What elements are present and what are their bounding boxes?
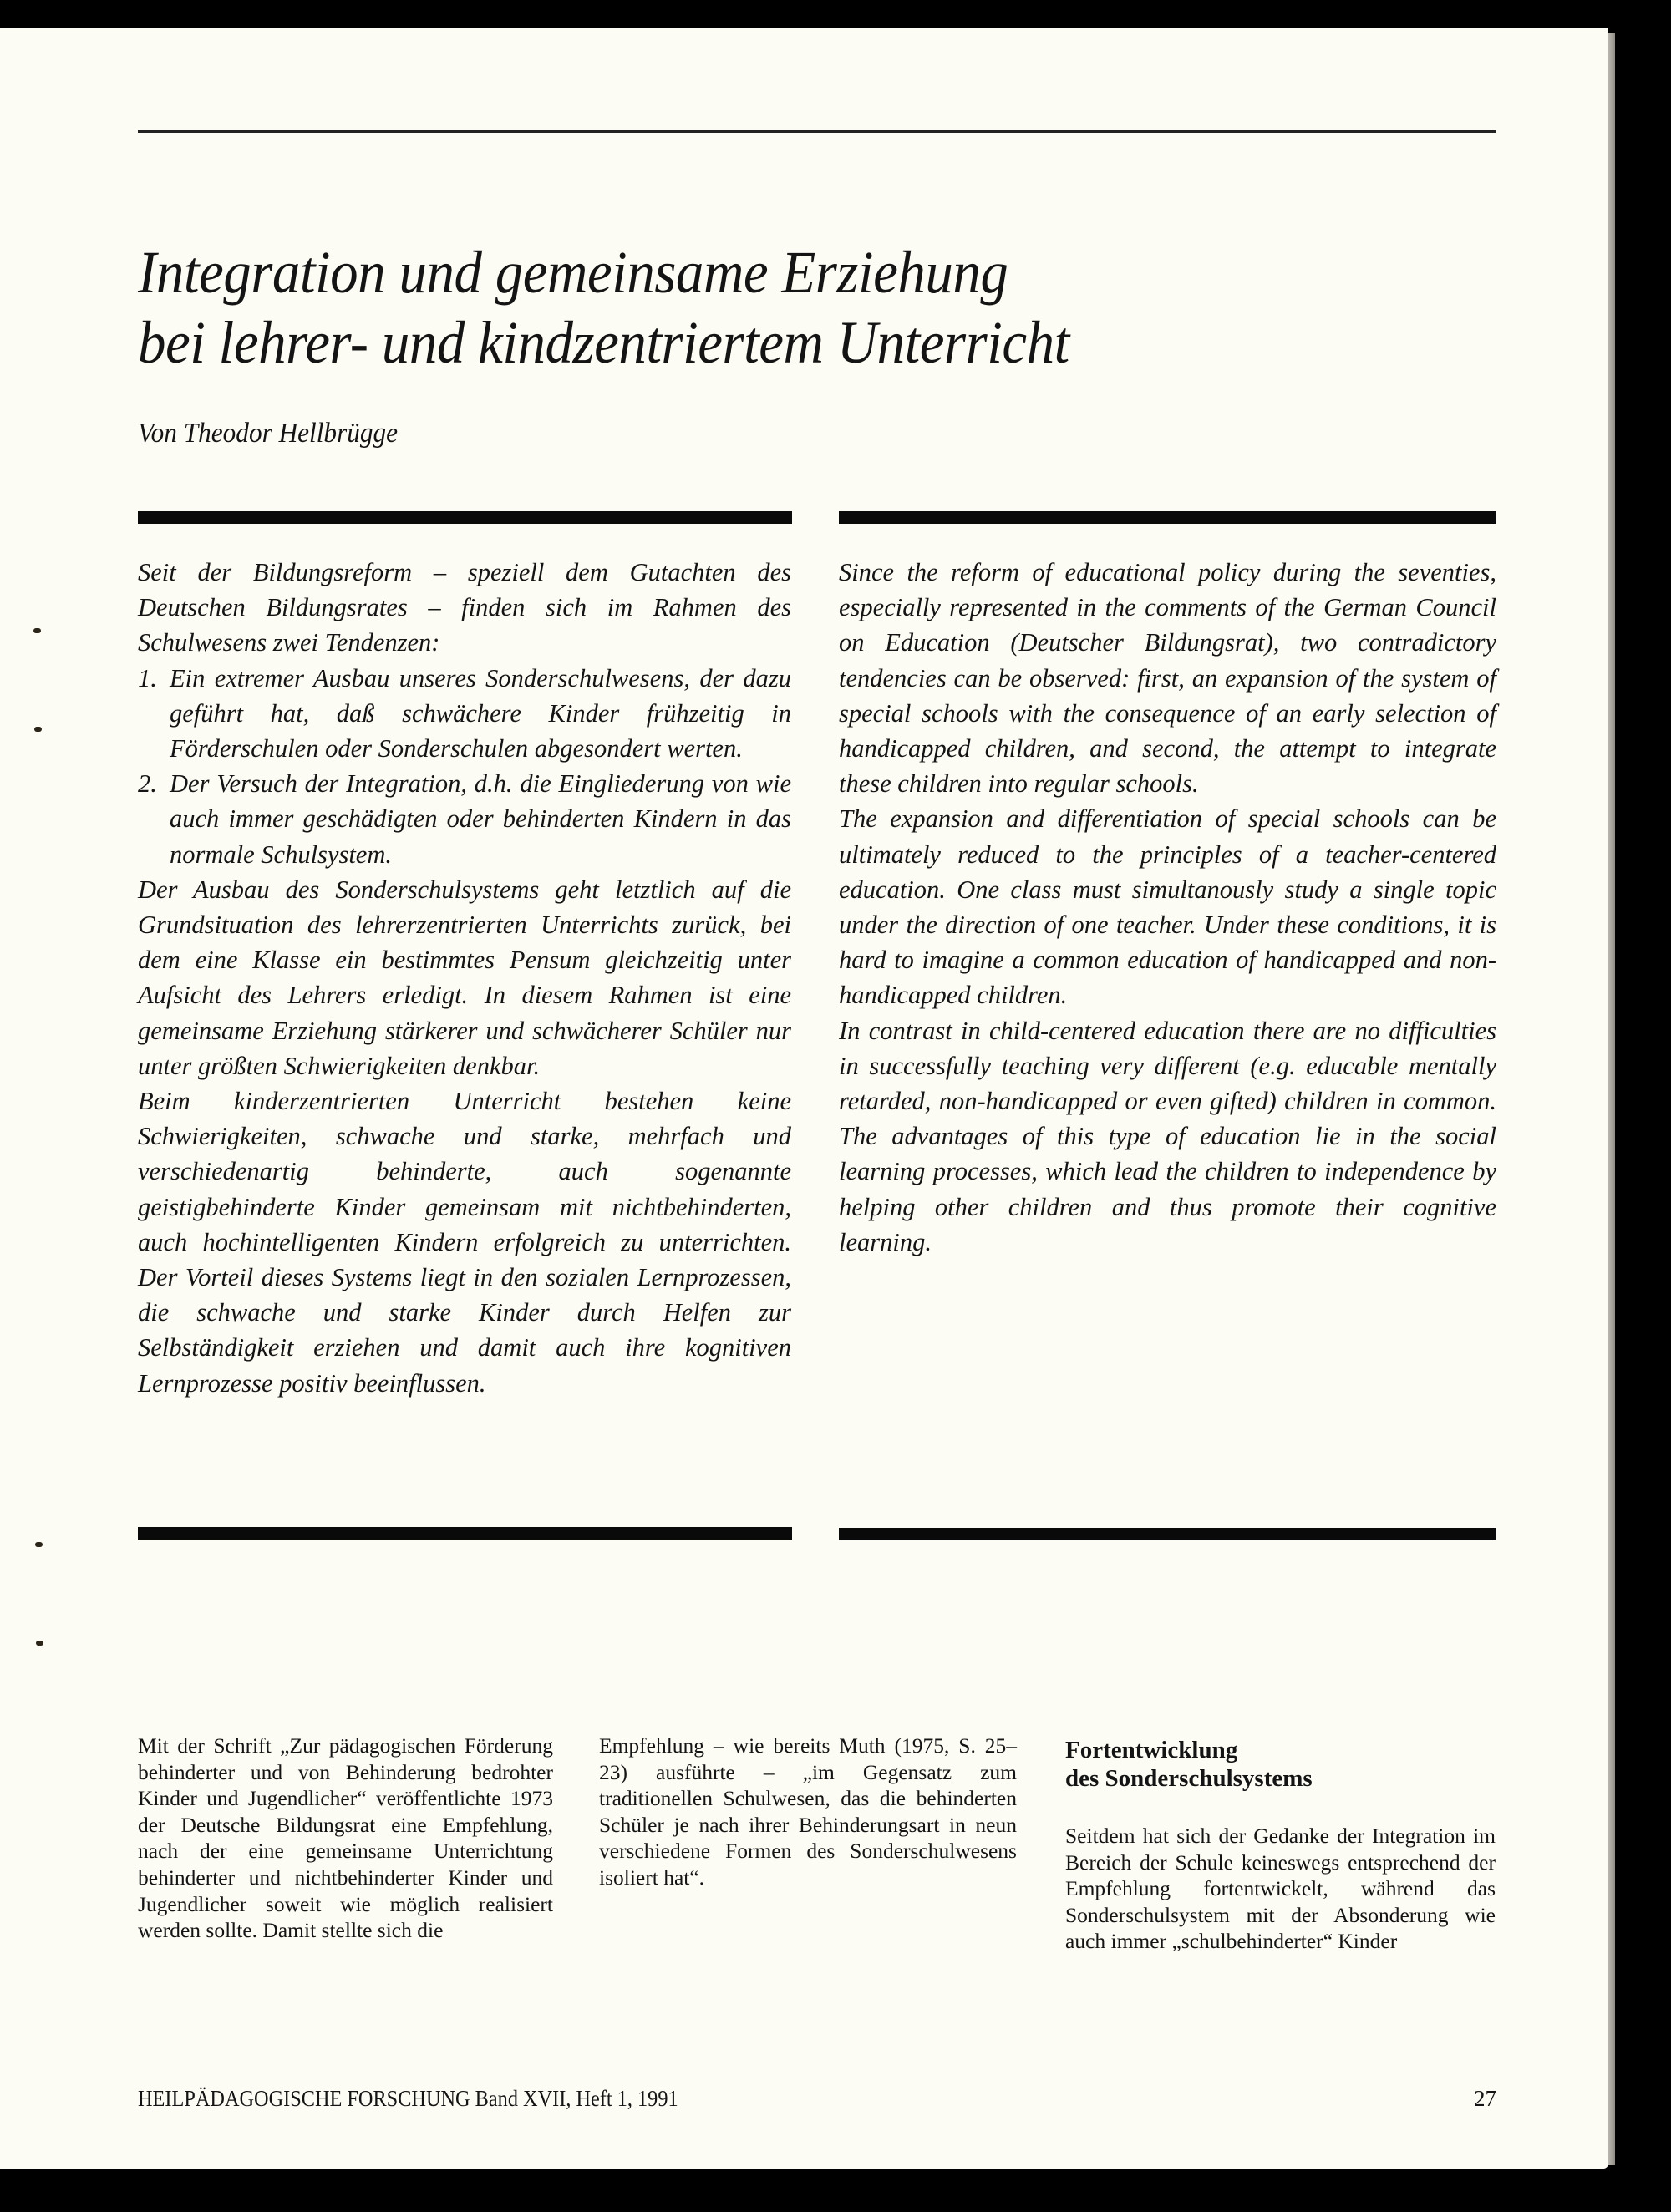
title-line: Integration und gemeinsame Erziehung (138, 239, 1008, 306)
header-rule (138, 130, 1496, 133)
article-title (138, 237, 1069, 378)
body-column-3 (1065, 1736, 1496, 1955)
page-edge-shadow (1608, 33, 1615, 2165)
abstract-rule-bottom-left (138, 1527, 792, 1540)
abstract-english (839, 555, 1496, 1260)
abstract-german (138, 555, 791, 1401)
section-heading-line: Fortentwicklung (1065, 1737, 1238, 1763)
abstract-de-paragraph: Beim kinderzentrierten Unterricht bestehen keine Schwierigkeiten, schwache und starke, mehrfach und verschiedenartig behinderte, auch sogenannte geistigbehinderte Kinder gemeinsam mit nichtbehinderten, auch hochintelligenten Kindern erfolgreich zu unterrichten. Der Vorteil dieses Systems liegt in den sozialen Lernprozessen, die schwache und starke Kinder durch Helfen zur Selbständigkeit erziehen und damit auch ihre kognitiven Lernprozesse positiv beeinflussen. (138, 1087, 791, 1398)
binding-mark (34, 727, 42, 732)
journal-citation: HEILPÄDAGOGISCHE FORSCHUNG Band XVII, Heft 1, 1991 (138, 2086, 678, 2111)
list-number: 1. (138, 663, 157, 693)
abstract-de-paragraph: Der Ausbau des Sonderschulsystems geht letztlich auf die Grundsituation des lehrerzentrierten Unterrichts zurück, bei dem eine Klasse ein bestimmtes Pensum gleichzeitig unter Aufsicht des Lehrers erledigt. In diesem Rahmen ist eine gemeinsame Erziehung stärkerer und schwächerer Schüler nur unter größten Schwierigkeiten denkbar. (138, 875, 791, 1080)
list-text: Der Versuch der Integration, d.h. die Eingliederung von wie auch immer geschädigten oder behinderten Kindern in das normale Schulsystem. (170, 769, 791, 869)
list-text: Ein extremer Ausbau unseres Sonderschulwesens, der dazu geführt hat, daß schwächere Kinder frühzeitig in Förderschulen oder Sonderschulen abgesondert werten. (170, 663, 791, 764)
section-heading-line: des Sonderschulsystems (1065, 1765, 1313, 1792)
abstract-rule-bottom-right (839, 1528, 1496, 1540)
abstract-de-list-item (138, 661, 791, 767)
abstract-de-list-item (138, 766, 791, 872)
binding-mark (33, 628, 41, 633)
body-column-1 (138, 1733, 553, 1944)
page-footer (138, 2085, 1496, 2112)
abstract-rule-top-left (138, 511, 792, 524)
abstract-en-paragraph: In contrast in child-centered education there are no difficulties in successfully teaching very different (e.g. educable mentally retarded, non-handicapped or even gifted) children in common. The advantages of this type of education lie in the social learning processes, which lead the children to independence by helping other children and thus promote their cognitive learning. (839, 1016, 1496, 1256)
body-column-2 (599, 1733, 1017, 1891)
binding-mark (36, 1641, 43, 1646)
title-line: bei lehrer- und kindzentriertem Unterricht (138, 309, 1069, 376)
abstract-en-paragraph: The expansion and differentiation of special schools can be ultimately reduced to the principles of a teacher-centered education. One class must simultanously study a single topic under the direction of one teacher. Under these conditions, it is hard to imagine a common education of handicapped and non-handicapped children. (839, 804, 1496, 1010)
body-paragraph: Mit der Schrift „Zur pädagogischen Förderung behinderter und von Behinderung bedrohter Kinder und Jugendlicher“ veröffentlichte 1973 der Deutsche Bildungsrat eine Empfehlung, nach der eine gemeinsame Unterrichtung behinderter und nichtbehinderter Kinder und Jugendlicher soweit wie möglich realisiert werden sollte. Damit stellte sich die (138, 1733, 553, 1943)
body-paragraph: Seitdem hat sich der Gedanke der Integration im Bereich der Schule keineswegs entsprechend der Empfehlung fortentwickelt, während das Sonderschulsystem mit der Absonderung wie auch immer „schulbehinderter“ Kinder (1065, 1824, 1496, 1954)
list-number: 2. (138, 769, 157, 799)
abstract-en-paragraph: Since the reform of educational policy during the seventies, especially represented in the comments of the German Council on Education (Deutscher Bildungsrat), two contradictory tendencies can be observed: first, an expansion of the system of special schools with the consequence of an early selection of handicapped children, and second, the attempt to integrate these children into regular schools. (839, 558, 1496, 799)
journal-page (0, 28, 1608, 2169)
binding-mark (35, 1542, 43, 1547)
section-heading (1065, 1736, 1496, 1793)
abstract-rule-top-right (839, 511, 1496, 524)
abstract-de-intro: Seit der Bildungsreform – speziell dem Gutachten des Deutschen Bildungsrates – finden sich im Rahmen des Schulwesens zwei Tendenzen: (138, 558, 791, 657)
body-paragraph: Empfehlung – wie bereits Muth (1975, S. 25–23) ausführte – „im Gegensatz zum traditionellen Schulwesen, das die behinderten Schüler je nach ihrer Behinderungsart in neun verschiedene Formen des Sonderschulwesens isoliert hat“. (599, 1733, 1017, 1890)
author-byline: Von Theodor Hellbrügge (138, 418, 399, 449)
page-number: 27 (1474, 2086, 1496, 2111)
